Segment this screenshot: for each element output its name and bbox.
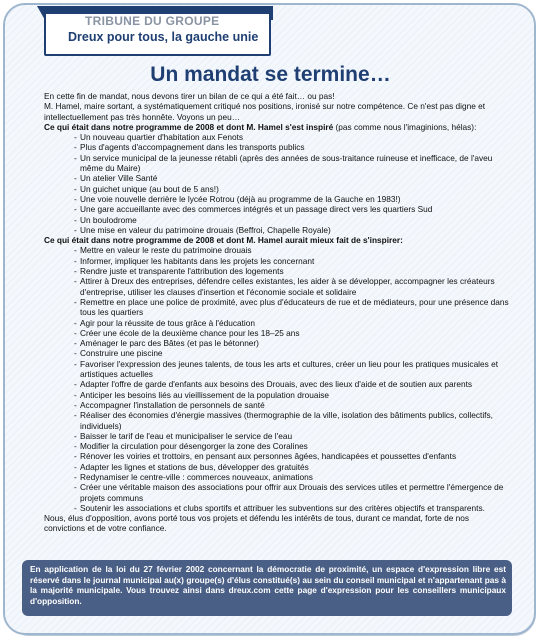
- list-item: - Un nouveau quartier d'habitation aux Fenots: [80, 132, 512, 142]
- article-body: [44, 91, 512, 534]
- list-item: - Redynamiser le centre-ville : commerces nouveaux, animations: [80, 472, 512, 482]
- list-item: - Attirer à Dreux des entreprises, défendre celles existantes, les aider à se développer, accompagner les créateurs d'entreprise, utiliser les clauses d'insertion et l'économie sociale et solidaire: [80, 276, 512, 297]
- section2-heading-rest: :: [400, 235, 403, 246]
- section2-list: [44, 245, 512, 513]
- list-item: - Agir pour la réussite de tous grâce à l'éducation: [80, 318, 512, 328]
- list-item: - Baisser le tarif de l'eau et municipaliser le service de l'eau: [80, 431, 512, 441]
- list-item: - Anticiper les besoins liés au vieillissement de la population drouaise: [80, 390, 512, 400]
- closing-paragraph: Nous, élus d'opposition, avons porté tous vos projets et défendu les intérêts de tous, durant ce mandat, forte de nos convictions et de votre confiance.: [44, 513, 469, 534]
- list-item: - Mettre en valeur le reste du patrimoine drouais: [80, 245, 512, 255]
- list-item: - Accompagner l'installation de personnels de santé: [80, 400, 512, 410]
- intro-paragraph: M. Hamel, maire sortant, a systématiquement critiqué nos positions, ironisé sur notre compétence. Ce n'est pas digne et intellectuellement pas très honnête. Voyons un peu…: [44, 101, 486, 122]
- legal-notice-text: En application de la loi du 27 février 2002 concernant la démocratie de proximité, un espace d'expression libre est réservé dans le journal municipal au(x) groupe(s) d'élus constitué(s) au sein du conseil municipal et n'appartenant pas à la majorité municipale. Vous trouvez ainsi dans dreux.com cette page d'expression pour les conseillers municipaux d'opposition.: [30, 564, 506, 606]
- list-item: - Une mise en valeur du patrimoine drouais (Beffroi, Chapelle Royale): [80, 225, 512, 235]
- list-item: - Une voie nouvelle derrière le lycée Rotrou (déjà au programme de la Gauche en 1983!): [80, 194, 512, 204]
- list-item: - Réaliser des économies d'énergie massives (thermographie de la ville, isolation des bâtiments publics, collectifs, individuels): [80, 410, 512, 431]
- list-item: - Adapter les lignes et stations de bus, développer des gratuités: [80, 462, 512, 472]
- section2-heading-bold: Ce qui était dans notre programme de 2008 et dont M. Hamel aurait mieux fait de s'inspirer: [44, 235, 401, 246]
- article-title: Un mandat se termine…: [150, 63, 391, 86]
- list-item: - Soutenir les associations et clubs sportifs et attribuer les subventions sur des critères objectifs et transparents.: [80, 503, 512, 513]
- section2-heading: [44, 235, 512, 245]
- list-item: - Une gare accueillante avec des commerces intégrés et un passage direct vers les quartiers Sud: [80, 204, 512, 214]
- list-item: - Aménager le parc des Bâtes (et pas le bétonner): [80, 338, 512, 348]
- group-label: TRIBUNE DU GROUPE: [85, 14, 220, 28]
- list-item: - Créer une école de la deuxième chance pour les 18–25 ans: [80, 328, 512, 338]
- list-item: - Modifier la circulation pour désengorger la zone des Coralines: [80, 441, 512, 451]
- section1-heading-bold: Ce qui était dans notre programme de 2008 et dont M. Hamel s'est inspiré: [44, 121, 334, 132]
- list-item: - Favoriser l'expression des jeunes talents, de tous les arts et cultures, créer un lieu pour les pratiques musicales et artistiques actuelles: [80, 359, 512, 380]
- list-item: - Rénover les voiries et trottoirs, en pensant aux personnes âgées, handicapées et poussettes d'enfants: [80, 451, 512, 461]
- list-item: - Créer une véritable maison des associations pour offrir aux Drouais des services utiles et permettre l'émergence de projets communs: [80, 482, 512, 503]
- list-item: - Remettre en place une police de proximité, avec plus d'éducateurs de rue et de médiateurs, pour une présence dans tous les quartiers: [80, 297, 512, 318]
- group-name: Dreux pour tous, la gauche unie: [68, 30, 259, 44]
- list-item: - Un boulodrome: [80, 215, 512, 225]
- section1-list: [44, 132, 512, 235]
- list-item: - Informer, impliquer les habitants dans les projets les concernant: [80, 256, 512, 266]
- list-item: - Adapter l'offre de garde d'enfants aux besoins des Drouais, avec des lieux d'aide et de soutien aux parents: [80, 379, 512, 389]
- list-item: - Un guichet unique (au bout de 5 ans!): [80, 184, 512, 194]
- list-item: - Construire une piscine: [80, 348, 512, 358]
- list-item: - Plus d'agents d'accompagnement dans les transports publics: [80, 142, 512, 152]
- list-item: - Un atelier Ville Santé: [80, 173, 512, 183]
- list-item: - Un service municipal de la jeunesse rétabli (après des années de sous-traitance ruineuse et inefficace, de l'aveu même du Maire): [80, 153, 512, 174]
- section1-heading-rest: (pas comme nous l'imaginions, hélas):: [333, 121, 477, 132]
- section1-heading: [44, 122, 512, 132]
- list-item: - Rendre juste et transparente l'attribution des logements: [80, 266, 512, 276]
- intro-paragraph: En cette fin de mandat, nous devons tirer un bilan de ce qui a été fait… ou pas!: [44, 91, 335, 101]
